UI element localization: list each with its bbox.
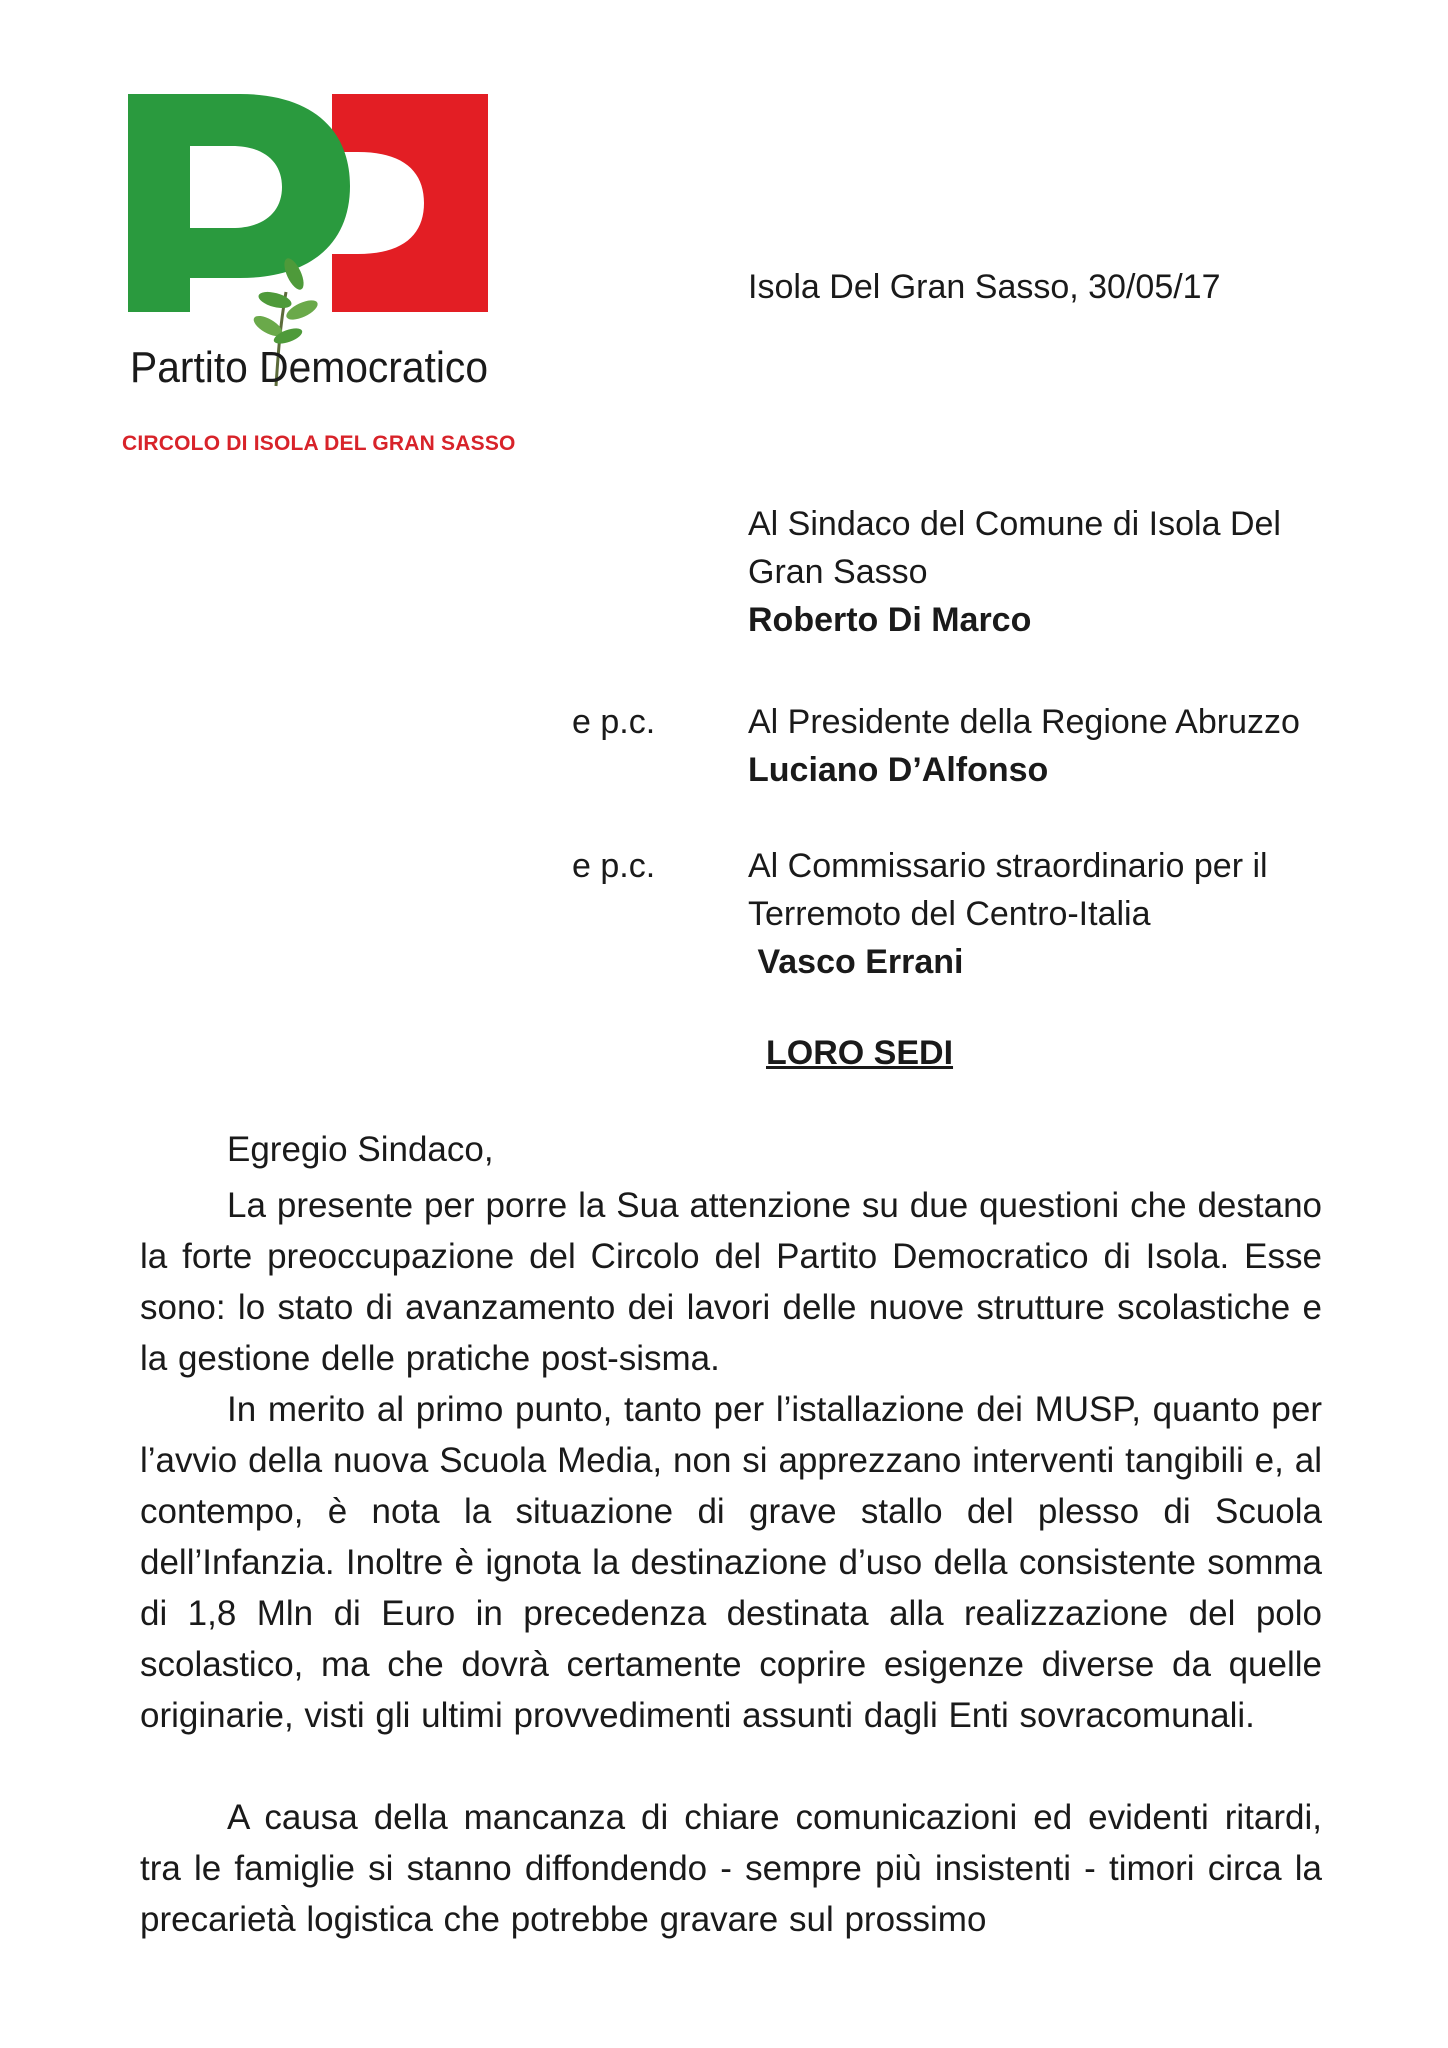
recipient-line: Al Commissario straordinario per il <box>748 847 1268 885</box>
recipient-name: Vasco Errani <box>748 943 964 981</box>
recipient-name: Roberto Di Marco <box>748 601 1032 639</box>
recipient-name: Luciano D’Alfonso <box>748 751 1049 789</box>
recipient-line: Al Sindaco del Comune di Isola Del <box>748 505 1281 543</box>
cc-label: e p.c. <box>572 847 656 885</box>
recipient-mayor <box>748 500 1281 644</box>
cc-label: e p.c. <box>572 703 656 741</box>
pd-logo-text: Partito Democratico <box>130 343 488 392</box>
pd-logo-mark <box>128 94 498 394</box>
body-paragraph: A causa della mancanza di chiare comunicazioni ed evidenti ritardi, tra le famiglie si stanno diffondendo - sempre più insistenti - timori circa la precarietà logistica che potrebbe gravare sul prossimo <box>140 1798 1322 1939</box>
body-paragraph: La presente per porre la Sua attenzione su due questioni che destano la forte preoccupazione del Circolo del Partito Democratico di Isola. Esse sono: lo stato di avanzamento dei lavori delle nuove strutture scolastiche e la gestione delle pratiche post-sisma. <box>140 1186 1322 1378</box>
circolo-label: CIRCOLO DI ISOLA DEL GRAN SASSO <box>122 432 516 455</box>
pd-logo <box>128 94 498 394</box>
recipient-president <box>748 698 1300 794</box>
recipient-line: Gran Sasso <box>748 553 928 591</box>
body-paragraph: In merito al primo punto, tanto per l’istallazione dei MUSP, quanto per l’avvio della nuova Scuola Media, non si apprezzano interventi tangibili e, al contempo, è nota la situazione di grave stallo del plesso di Scuola dell’Infanzia. Inoltre è ignota la destinazione d’uso della consistente somma di 1,8 Mln di Euro in precedenza destinata alla realizzazione del polo scolastico, ma che dovrà certamente coprire esigenze diverse da quelle originarie, visti gli ultimi provvedimenti assunti dagli Enti sovracomunali. <box>140 1390 1322 1735</box>
letter-date: Isola Del Gran Sasso, 30/05/17 <box>748 268 1221 306</box>
recipient-commissioner <box>748 842 1268 986</box>
recipient-line: Al Presidente della Regione Abruzzo <box>748 703 1300 741</box>
salutation: Egregio Sindaco, <box>227 1130 494 1169</box>
loro-sedi-heading: LORO SEDI <box>766 1034 954 1072</box>
recipient-line: Terremoto del Centro-Italia <box>748 895 1151 933</box>
